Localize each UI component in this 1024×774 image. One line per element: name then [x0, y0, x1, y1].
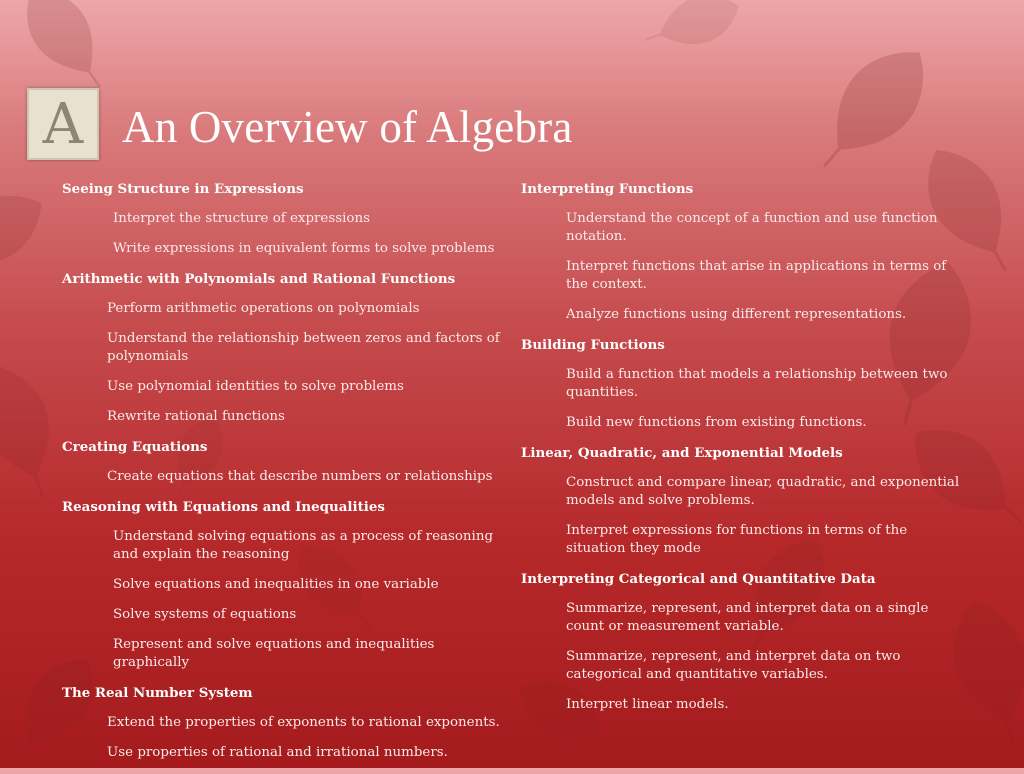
list-item: Analyze functions using different representations. — [566, 307, 907, 322]
list-item: Use properties of rational and irrational numbers. — [107, 745, 448, 760]
list-item: Extend the properties of exponents to rational exponents. — [107, 715, 500, 730]
page-title: An Overview of Algebra — [122, 102, 573, 152]
list-item: Perform arithmetic operations on polynomials — [107, 301, 420, 316]
list-item: Use polynomial identities to solve problems — [107, 379, 404, 394]
list-item: Interpret functions that arise in applications in terms of the context. — [566, 259, 947, 292]
section-heading: Reasoning with Equations and Inequalities — [62, 499, 385, 515]
right-column — [521, 180, 961, 726]
section-heading: Building Functions — [521, 337, 665, 353]
left-column — [62, 180, 510, 774]
section-heading: Arithmetic with Polynomials and Rational Functions — [62, 271, 456, 287]
list-item: Solve equations and inequalities in one variable — [113, 577, 439, 592]
list-item: Build new functions from existing functions. — [566, 415, 867, 430]
list-item: Understand the relationship between zeros and factors of polynomials — [107, 331, 500, 364]
list-item: Understand solving equations as a process of reasoning and explain the reasoning — [113, 529, 494, 562]
list-item: Represent and solve equations and inequalities graphically — [113, 637, 435, 670]
list-item: Create equations that describe numbers or relationships — [107, 469, 493, 484]
list-item: Understand the concept of a function and use function notation. — [566, 211, 938, 244]
list-item: Solve systems of equations — [113, 607, 297, 622]
list-item: Summarize, represent, and interpret data on a single count or measurement variable. — [566, 601, 929, 634]
section-heading: Interpreting Categorical and Quantitative Data — [521, 571, 876, 587]
list-item: Interpret linear models. — [566, 697, 729, 712]
logo-letter: A — [42, 92, 84, 157]
section-heading: The Real Number System — [62, 685, 253, 701]
section-heading: Seeing Structure in Expressions — [62, 181, 304, 197]
section-heading: Interpreting Functions — [521, 181, 694, 197]
list-item: Interpret expressions for functions in terms of the situation they mode — [566, 523, 908, 556]
section-heading: Linear, Quadratic, and Exponential Models — [521, 445, 843, 461]
list-item: Construct and compare linear, quadratic, and exponential models and solve problems. — [566, 475, 960, 508]
list-item: Interpret the structure of expressions — [113, 211, 370, 226]
list-item: Build a function that models a relationship between two quantities. — [566, 367, 948, 400]
list-item: Rewrite rational functions — [107, 409, 285, 424]
list-item: Write expressions in equivalent forms to solve problems — [113, 241, 495, 256]
logo-tile — [27, 88, 99, 160]
list-item: Summarize, represent, and interpret data on two categorical and quantitative variables. — [566, 649, 901, 682]
section-heading: Creating Equations — [62, 439, 208, 455]
